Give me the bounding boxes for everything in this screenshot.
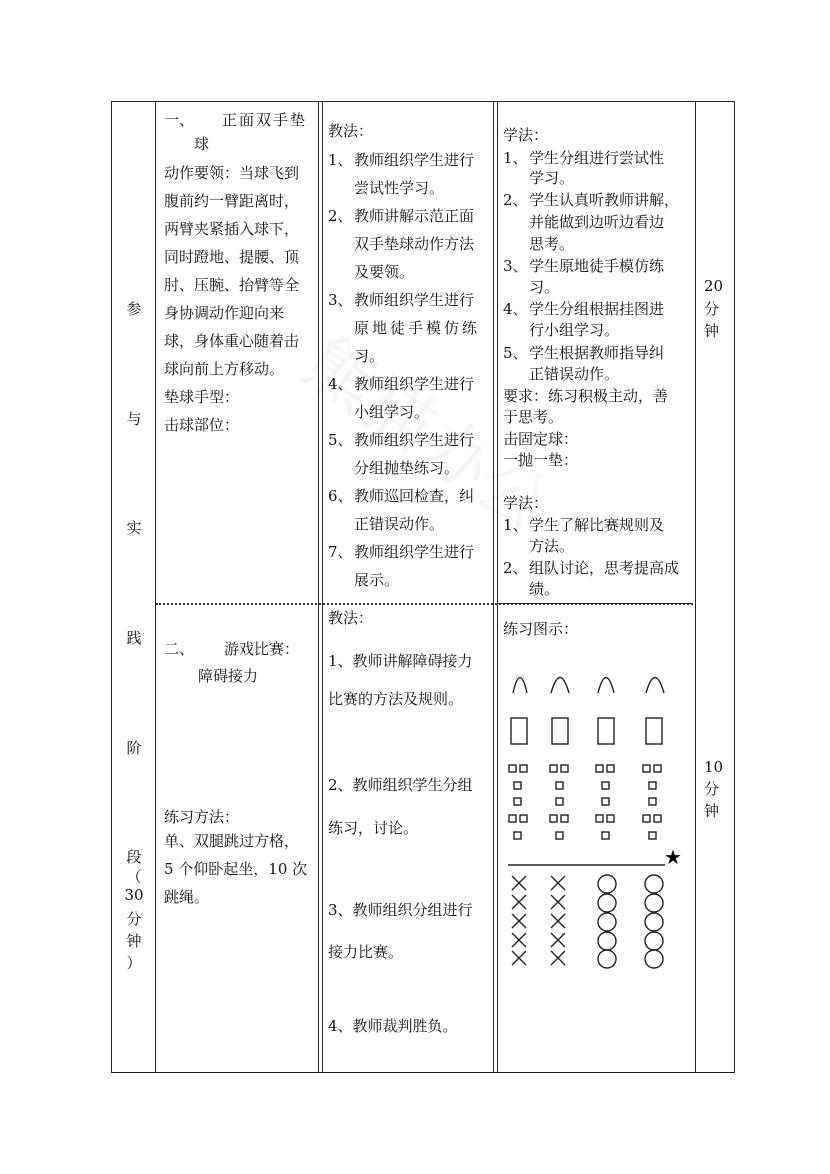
arch-icon: [551, 678, 569, 694]
teaching-item-line: 正错误动作。: [354, 515, 445, 533]
mat-icon: [646, 718, 662, 744]
mat-icon: [552, 718, 568, 744]
learning-item-num: 4、: [503, 300, 528, 318]
teaching-line: 3、教师组织分组进行: [328, 901, 473, 919]
learning-item-line: 绩。: [529, 580, 560, 598]
learning-item-line: 并能做到边听边看边: [529, 213, 665, 231]
teaching-line: 比赛的方法及规则。: [328, 690, 464, 708]
time-number: 20: [704, 277, 724, 295]
teaching-title: 教法：: [328, 609, 374, 627]
time-unit: 分: [704, 780, 720, 798]
learning-item-line: 方法。: [529, 537, 575, 555]
heading-number: 二、: [164, 640, 195, 658]
teaching-line: 练习，讨论。: [328, 819, 419, 837]
heading-cont: 球: [194, 135, 210, 153]
teaching-item-line: 小组学习。: [354, 403, 430, 421]
learning-item-num: 5、: [503, 344, 528, 362]
learning-item-num: 3、: [503, 257, 528, 275]
squares-column: [643, 765, 661, 839]
learning-item-num: 2、: [503, 191, 528, 209]
learning-title: 学法：: [503, 126, 549, 144]
content-line: 击球部位：: [164, 416, 240, 434]
practice-diagram: [500, 660, 695, 970]
teaching-line: 2、教师组织学生分组: [328, 776, 473, 794]
teaching-item-line: 教师组织学生进行: [354, 431, 475, 449]
teaching-item-line: 教师讲解示范正面: [354, 207, 475, 225]
section-char: 与: [126, 410, 142, 428]
method-line: 5 个仰卧起坐，10 次: [164, 860, 308, 878]
teaching-line: 4、教师裁判胜负。: [328, 1017, 458, 1035]
teaching-item-line: 双手垫球动作方法: [354, 235, 475, 253]
learning-item-num: 1、: [503, 516, 528, 534]
learning-item-line: 思考。: [529, 235, 575, 253]
teaching-item-num: 1、: [328, 151, 353, 169]
mat-icon: [598, 718, 614, 744]
teaching-item-num: 2、: [328, 207, 353, 225]
teaching-item-line: 习。: [354, 347, 385, 365]
teaching-item-line: 教师组织学生进行: [354, 151, 475, 169]
arch-icon: [646, 678, 664, 694]
content-line: 球，身体重心随着击: [164, 332, 300, 350]
teaching-title: 教法：: [328, 122, 374, 140]
section-char: 践: [126, 629, 142, 647]
mat-icon: [511, 718, 527, 744]
heading-sub: 障碍接力: [198, 667, 259, 685]
section-char: （: [126, 868, 142, 886]
diagram-title: 练习图示：: [503, 620, 579, 638]
content-line: 动作要领：当球飞到: [164, 164, 300, 182]
learning-item-line: 习。: [529, 278, 560, 296]
section-char: 段: [126, 848, 142, 866]
x-marks-column: [551, 876, 565, 965]
method-title: 练习方法：: [164, 808, 240, 826]
learning-title: 学法：: [503, 494, 549, 512]
learning-item-line: 行小组学习。: [529, 321, 620, 339]
learning-item-line: 学生了解比赛规则及: [529, 516, 665, 534]
time-unit: 钟: [704, 322, 720, 340]
learning-item-line: 学生分组进行尝试性: [529, 149, 665, 167]
teaching-item-num: 3、: [328, 291, 353, 309]
arch-icon: [513, 678, 527, 694]
teaching-item-line: 教师组织学生进行: [354, 543, 475, 561]
heading-number: 一、: [164, 111, 195, 129]
teaching-item-line: 教师巡回检查，纠: [354, 487, 475, 505]
time-unit: 钟: [704, 802, 720, 820]
section-char: 钟: [126, 932, 142, 950]
learning-fixed: 击固定球：: [503, 430, 579, 448]
teaching-item-line: 及要领。: [354, 263, 415, 281]
learning-item-line: 学生分组根据挂图进: [529, 300, 665, 318]
content-line: 同时蹬地、提腰、顶: [164, 248, 300, 266]
teaching-item-num: 4、: [328, 375, 353, 393]
teaching-item-line: 尝试性学习。: [354, 179, 445, 197]
content-line: 两臂夹紧插入球下，: [164, 220, 300, 238]
learning-item-num: 1、: [503, 149, 528, 167]
content-line: 垫球手型：: [164, 388, 240, 406]
learning-item-line: 学生原地徒手模仿练: [529, 257, 665, 275]
circles-column: [598, 875, 616, 968]
section-char: ）: [126, 954, 142, 972]
section-char: 分: [126, 910, 142, 928]
learning-item-line: 学生认真听教师讲解，: [529, 191, 680, 209]
teaching-line: 1、教师讲解障碍接力: [328, 652, 473, 670]
teaching-item-line: 原地徒手模仿练: [354, 319, 481, 337]
time-unit: 分: [704, 300, 720, 318]
teaching-item-line: 展示。: [354, 571, 400, 589]
star-icon: ★: [664, 845, 682, 869]
squares-column: [509, 765, 527, 839]
learning-item-num: 2、: [503, 559, 528, 577]
teaching-item-num: 5、: [328, 431, 353, 449]
section-char: 30: [124, 886, 144, 904]
content-line: 球向前上方移动。: [164, 360, 285, 378]
method-line: 跳绳。: [164, 888, 210, 906]
teaching-item-line: 教师组织学生进行: [354, 375, 475, 393]
x-marks-column: [512, 876, 526, 965]
circles-column: [645, 875, 663, 968]
squares-column: [550, 765, 568, 839]
content-line: 身协调动作迎向来: [164, 304, 285, 322]
learning-fixed: 一抛一垫：: [503, 451, 579, 469]
content-line: 腹前约一臂距离时，: [164, 192, 300, 210]
section-char: 阶: [126, 739, 142, 757]
teaching-item-num: 7、: [328, 543, 353, 561]
heading-title: 正面双手垫: [222, 111, 308, 129]
learning-item-line: 正错误动作。: [529, 365, 620, 383]
learning-item-line: 学习。: [529, 169, 575, 187]
learning-item-line: 学生根据教师指导纠: [529, 344, 665, 362]
teaching-item-line: 分组抛垫练习。: [354, 459, 460, 477]
content-line: 肘、压腕、抬臂等全: [164, 276, 300, 294]
learning-requirement: 要求：练习积极主动，善: [503, 387, 669, 405]
section-char: 实: [126, 519, 142, 537]
teaching-item-num: 6、: [328, 487, 353, 505]
heading-title: 游戏比赛：: [224, 640, 300, 658]
arch-icon: [598, 678, 614, 694]
learning-item-line: 组队讨论，思考提高成: [529, 559, 680, 577]
squares-column: [596, 765, 614, 839]
learning-requirement: 于思考。: [503, 408, 564, 426]
teaching-item-line: 教师组织学生进行: [354, 291, 475, 309]
section-char: 参: [126, 300, 142, 318]
time-number: 10: [704, 758, 724, 776]
method-line: 单、双腿跳过方格，: [164, 832, 300, 850]
teaching-line: 接力比赛。: [328, 943, 404, 961]
